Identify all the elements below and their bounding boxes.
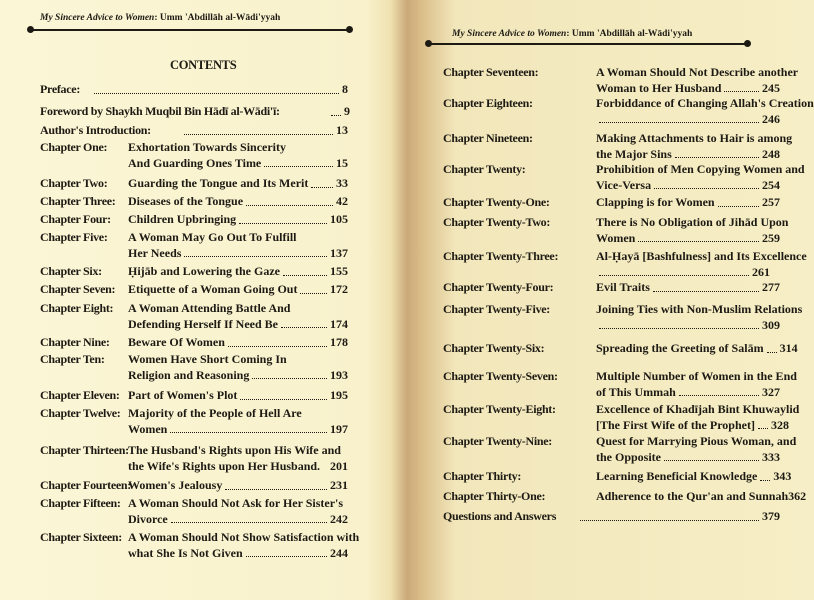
entry-label: Chapter Two:	[40, 176, 108, 190]
entry-title: Learning Beneficial Knowledge	[596, 469, 758, 483]
page-number: 201	[330, 458, 348, 473]
entry-label: Chapter One:	[40, 140, 108, 154]
page-number: 105	[330, 212, 348, 226]
dot-leader	[679, 385, 759, 397]
entry-title: Vice-Versa	[596, 177, 652, 192]
page-number: 178	[330, 335, 348, 349]
page-number: 195	[330, 388, 348, 402]
dot-leader	[252, 368, 327, 380]
page-number: 277	[762, 280, 780, 294]
entry-label: Chapter Eight:	[40, 301, 114, 315]
dot-leader	[184, 246, 327, 258]
entry-title: Beware Of Women	[128, 335, 225, 349]
dot-leader	[638, 231, 759, 243]
entry-title: Women's Jealousy	[128, 478, 223, 492]
author: : Umm 'Abdillāh al-Wādi'yyah	[566, 29, 693, 39]
entry-title: Excellence of Khadījah Bint Khuwaylid	[596, 402, 800, 416]
entry-title: Exhortation Towards Sincerity	[128, 140, 287, 154]
book-title: My Sincere Advice to Women	[452, 29, 567, 39]
entry-label: Chapter Three:	[40, 194, 116, 208]
dot-leader	[599, 112, 759, 124]
entry-title: Multiple Number of Women in the End	[596, 369, 797, 383]
page-number: 327	[762, 384, 780, 399]
page-number: 328	[770, 417, 789, 432]
page-number: 246	[762, 111, 780, 126]
entry-label: Chapter Thirty:	[443, 469, 522, 483]
running-head	[452, 29, 692, 39]
dot-leader	[311, 176, 333, 188]
entry-label: Chapter Twenty-Six:	[443, 341, 545, 355]
dot-leader	[654, 178, 759, 190]
entry-label: Chapter Twenty-Two:	[443, 215, 551, 229]
entry-title: There is No Obligation of Jihād Upon	[596, 215, 789, 229]
dot-leader	[653, 280, 759, 292]
page-number: 244	[330, 545, 348, 560]
dot-leader	[664, 450, 759, 462]
entry-title: And Guarding Ones Time	[128, 155, 262, 170]
header-rule	[428, 43, 748, 45]
dot-leader	[283, 264, 327, 276]
entry-title: Etiquette of a Woman Going Out	[128, 282, 298, 296]
dot-leader	[724, 81, 759, 93]
page-number: 343	[773, 469, 792, 483]
entry-label: Chapter Thirty-One:	[443, 489, 546, 503]
dot-leader	[239, 212, 327, 224]
entry-title: Defending Herself If Need Be	[128, 316, 278, 331]
page-number: 333	[762, 449, 780, 464]
page-number: 8	[342, 82, 348, 96]
dot-leader	[599, 265, 749, 277]
page-number: 245	[762, 80, 780, 95]
book-title: My Sincere Advice to Women	[40, 13, 155, 23]
dot-leader	[225, 478, 327, 490]
entry-label: Chapter Twenty:	[443, 162, 526, 176]
dot-leader	[331, 104, 341, 116]
entry-label: Chapter Twenty-Seven:	[443, 369, 558, 383]
page-number: 13	[336, 123, 348, 137]
dot-leader	[264, 156, 333, 168]
entry-title: Adherence to the Qur'an and Sunnah	[596, 489, 789, 503]
dot-leader	[170, 422, 327, 434]
entry-label: Chapter Ten:	[40, 352, 105, 366]
entry-label: Chapter Sixteen:	[40, 530, 122, 544]
entry-label: Chapter Eleven:	[40, 388, 120, 402]
page-number: 248	[762, 146, 780, 161]
page-number: 155	[330, 264, 348, 278]
entry-title: [The First Wife of the Prophet]	[596, 417, 755, 432]
entry-title: Prohibition of Men Copying Women and	[596, 162, 805, 176]
page-number: 314	[779, 341, 798, 355]
entry-title: The Husband's Rights upon His Wife and	[128, 443, 341, 457]
page-number: 309	[762, 317, 780, 332]
dot-leader	[300, 282, 327, 294]
page-number: 33	[336, 176, 348, 190]
page-number: 15	[336, 155, 348, 170]
entry-label: Chapter Twelve:	[40, 406, 121, 420]
entry-label: Questions and Answers	[443, 509, 557, 523]
page-number: 197	[330, 421, 348, 436]
entry-title: Spreading the Greeting of Salām	[596, 341, 764, 355]
entry-label: Chapter Fifteen:	[40, 496, 121, 510]
page-number: 254	[762, 177, 780, 192]
entry-title: A Woman Should Not Describe another	[596, 65, 799, 79]
entry-title: A Woman Should Not Show Satisfaction with	[128, 530, 360, 544]
entry-label: Preface:	[40, 82, 81, 96]
entry-title: A Woman Should Not Ask for Her Sister's	[128, 496, 344, 510]
entry-title: the Opposite	[596, 449, 662, 464]
entry-title: Religion and Reasoning	[128, 367, 250, 382]
dot-leader	[184, 123, 333, 135]
entry-label: Chapter Twenty-One:	[443, 195, 550, 209]
dot-leader	[760, 469, 770, 481]
left-page	[0, 0, 400, 600]
entry-label: Author's Introduction:	[40, 123, 151, 137]
entry-title: Making Attachments to Hair is among	[596, 131, 793, 145]
entry-title: Forbiddance of Changing Allah's Creation	[596, 96, 814, 110]
entry-label: Foreword by Shaykh Muqbil Bin Hādī al-Wādi'ī:	[40, 104, 280, 118]
dot-leader	[240, 388, 327, 400]
entry-title: Guarding the Tongue and Its Merit	[128, 176, 309, 190]
page-number: 137	[330, 245, 348, 260]
entry-label: Chapter Twenty-Nine:	[443, 434, 552, 448]
entry-title: Al-Ḥayā [Bashfulness] and Its Excellence	[596, 249, 807, 263]
dot-leader	[758, 418, 768, 430]
page-number: 259	[762, 230, 780, 245]
contents-title: CONTENTS	[170, 58, 237, 72]
page-number: 242	[330, 511, 348, 526]
entry-title: Ḥijāb and Lowering the Gaze	[128, 264, 280, 278]
page-number: 362	[788, 489, 807, 503]
entry-label: Chapter Twenty-Eight:	[443, 402, 556, 416]
entry-title: A Woman May Go Out To Fulfill	[128, 230, 297, 244]
entry-label: Chapter Twenty-Five:	[443, 302, 550, 316]
header-rule	[30, 29, 350, 31]
right-page	[400, 0, 814, 600]
entry-label: Chapter Seven:	[40, 282, 116, 296]
entry-label: Chapter Fourteen:	[40, 478, 131, 492]
dot-leader	[675, 147, 759, 159]
entry-label: Chapter Twenty-Four:	[443, 280, 554, 294]
entry-title: Part of Women's Plot	[128, 388, 238, 402]
entry-label: Chapter Eighteen:	[443, 96, 533, 110]
entry-title: what She Is Not Given	[128, 545, 243, 560]
page-number: 257	[762, 195, 780, 209]
entry-title: Clapping is for Women	[596, 195, 715, 209]
entry-title: Children Upbringing	[128, 212, 237, 226]
page-number: 379	[762, 509, 780, 523]
entry-label: Chapter Nineteen:	[443, 131, 533, 145]
page-number: 9	[344, 104, 350, 118]
page-number: 231	[330, 478, 348, 492]
page-number: 174	[330, 316, 348, 331]
entry-title: A Woman Attending Battle And	[128, 301, 291, 315]
entry-label: Chapter Five:	[40, 230, 108, 244]
entry-title: Evil Traits	[596, 280, 650, 294]
entry-title: the Major Sins	[596, 146, 672, 161]
entry-title: of This Ummah	[596, 384, 676, 399]
dot-leader	[580, 509, 759, 521]
dot-leader	[718, 195, 759, 207]
dot-leader	[246, 194, 333, 206]
dot-leader	[281, 317, 327, 329]
page-number: 193	[330, 367, 348, 382]
entry-label: Chapter Twenty-Three:	[443, 249, 559, 263]
entry-label: Chapter Thirteen:	[40, 443, 129, 457]
entry-title: Quest for Marrying Pious Woman, and	[596, 434, 797, 448]
entry-title: Women Have Short Coming In	[128, 352, 287, 366]
entry-title: Her Needs	[128, 245, 182, 260]
entry-title: Divorce	[128, 511, 168, 526]
entry-title: Majority of the People of Hell Are	[128, 406, 302, 420]
dot-leader	[171, 512, 327, 524]
entry-label: Chapter Six:	[40, 264, 102, 278]
entry-title: Woman to Her Husband	[596, 80, 722, 95]
page-number: 261	[752, 264, 770, 279]
entry-title: Women	[128, 421, 168, 436]
entry-title: Women	[596, 230, 636, 245]
running-head	[40, 13, 280, 23]
entry-title: the Wife's Rights upon Her Husband.	[128, 458, 321, 473]
dot-leader	[94, 82, 339, 94]
entry-title: Diseases of the Tongue	[128, 194, 244, 208]
entry-label: Chapter Four:	[40, 212, 111, 226]
entry-label: Chapter Nine:	[40, 335, 110, 349]
author: : Umm 'Abdillāh al-Wādi'yyah	[154, 13, 281, 23]
dot-leader	[599, 318, 759, 330]
entry-title: Joining Ties with Non-Muslim Relations	[596, 302, 803, 316]
page-number: 42	[336, 194, 348, 208]
dot-leader	[246, 546, 327, 558]
dot-leader	[767, 341, 777, 353]
entry-label: Chapter Seventeen:	[443, 65, 539, 79]
page-number: 172	[330, 282, 348, 296]
dot-leader	[228, 335, 327, 347]
